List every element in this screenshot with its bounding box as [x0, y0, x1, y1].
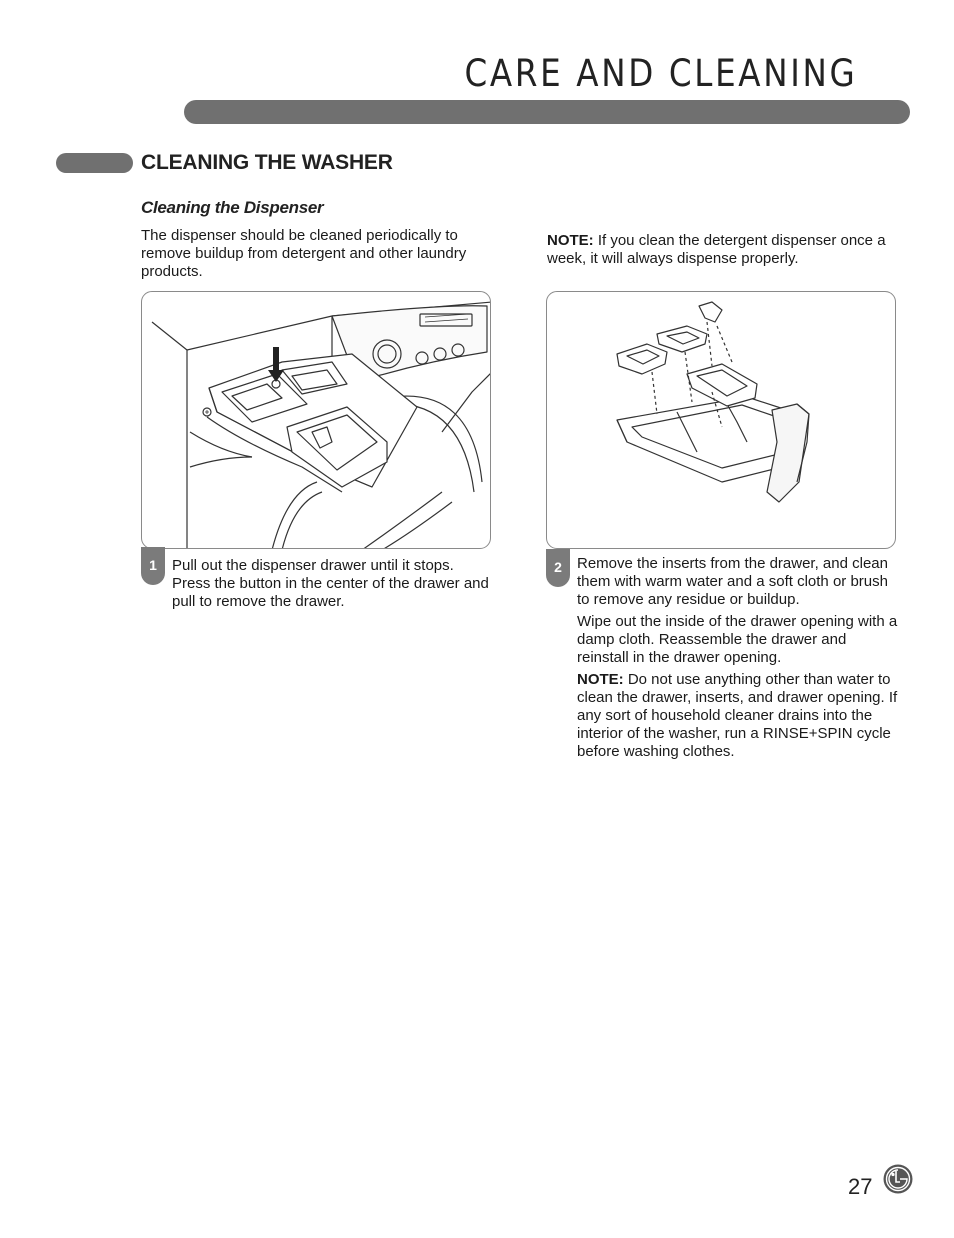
note-label: NOTE: [577, 671, 624, 688]
note-label: NOTE: [547, 232, 594, 249]
top-note [547, 232, 907, 268]
lg-logo-icon [883, 1164, 913, 1194]
intro-paragraph: The dispenser should be cleaned periodically to remove buildup from detergent and other laundry products. [141, 227, 467, 280]
step-2-paragraph: Remove the inserts from the drawer, and clean them with warm water and a soft cloth or brush to remove any residue or buildup. [577, 555, 888, 608]
step-2-note [577, 671, 899, 761]
section-title: CLEANING THE WASHER [141, 151, 393, 174]
step-number-badge: 2 [546, 549, 570, 587]
step-number-badge: 1 [141, 547, 165, 585]
note-text: If you clean the detergent dispenser once a week, it will always dispense properly. [547, 232, 886, 267]
step-2-paragraph: Wipe out the inside of the drawer opening with a damp cloth. Reassemble the drawer and reinstall in the drawer opening. [577, 613, 898, 666]
chapter-title: CARE AND CLEANING [464, 52, 857, 95]
step-1-text: Pull out the dispenser drawer until it stops. Press the button in the center of the drawer and pull to remove the drawer. [172, 557, 489, 610]
section-marker [56, 153, 133, 173]
illustration-drawer-inserts [546, 291, 896, 549]
washer-drawer-illustration [142, 292, 491, 549]
step-2-text [577, 555, 899, 765]
subsection-title: Cleaning the Dispenser [141, 198, 324, 217]
header-bar [184, 100, 910, 124]
illustration-drawer-pull-out [141, 291, 491, 549]
page-number: 27 [848, 1174, 873, 1199]
drawer-inserts-illustration [547, 292, 896, 549]
note-text: Do not use anything other than water to clean the drawer, inserts, and drawer opening. If any sort of household cleaner drains into the interior of the washer, run a RINSE+SPIN cycle before washing clothes. [577, 671, 898, 760]
